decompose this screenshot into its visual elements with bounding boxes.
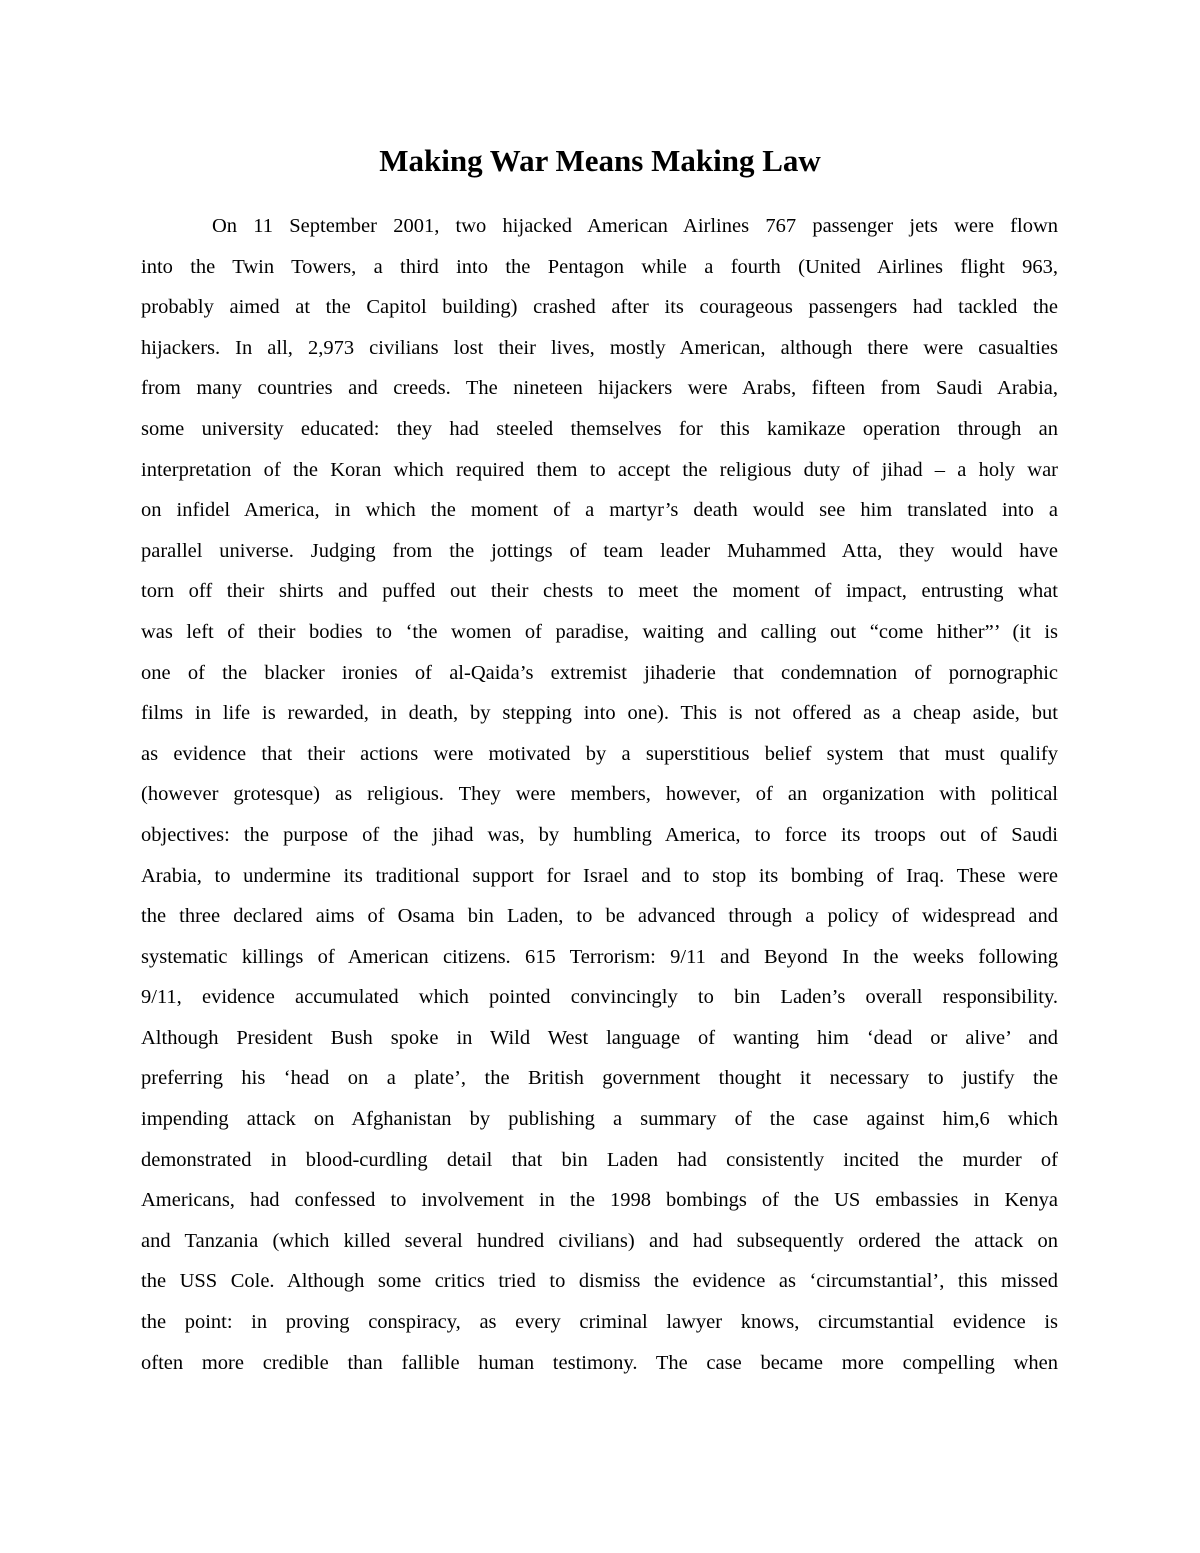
body-line: Americans, had confessed to involvement in the 1998 bombings of the US embassies in Kenya	[141, 1189, 1058, 1212]
body-line: probably aimed at the Capitol building) crashed after its courageous passengers had tackled the	[141, 296, 1058, 319]
body-line: the three declared aims of Osama bin Laden, to be advanced through a policy of widespread and	[141, 905, 1058, 928]
body-line: torn off their shirts and puffed out their chests to meet the moment of impact, entrusting what	[141, 580, 1058, 603]
body-line: demonstrated in blood-curdling detail that bin Laden had consistently incited the murder of	[141, 1148, 1058, 1171]
body-line: some university educated: they had steeled themselves for this kamikaze operation through an	[141, 417, 1058, 440]
body-line: films in life is rewarded, in death, by stepping into one). This is not offered as a cheap aside, but	[141, 702, 1058, 725]
body-line: 9/11, evidence accumulated which pointed convincingly to bin Laden’s overall responsibility.	[141, 986, 1058, 1009]
body-line: hijackers. In all, 2,973 civilians lost their lives, mostly American, although there were casualties	[141, 336, 1058, 359]
body-line: the USS Cole. Although some critics tried to dismiss the evidence as ‘circumstantial’, this missed	[141, 1270, 1058, 1293]
body-line: the point: in proving conspiracy, as every criminal lawyer knows, circumstantial evidence is	[141, 1311, 1058, 1334]
body-line: was left of their bodies to ‘the women of paradise, waiting and calling out “come hither”’ (it is	[141, 620, 1058, 643]
body-line: On 11 September 2001, two hijacked American Airlines 767 passenger jets were flown	[212, 215, 1058, 237]
body-line: Arabia, to undermine its traditional support for Israel and to stop its bombing of Iraq. These were	[141, 864, 1058, 887]
body-line: preferring his ‘head on a plate’, the British government thought it necessary to justify the	[141, 1067, 1058, 1090]
body-line: often more credible than fallible human testimony. The case became more compelling when	[141, 1351, 1058, 1374]
body-line: and Tanzania (which killed several hundred civilians) and had subsequently ordered the attack on	[141, 1229, 1058, 1252]
body-line: on infidel America, in which the moment of a martyr’s death would see him translated into a	[141, 499, 1058, 522]
body-line: into the Twin Towers, a third into the Pentagon while a fourth (United Airlines flight 963,	[141, 255, 1058, 278]
document-title: Making War Means Making Law	[379, 143, 821, 178]
body-line: from many countries and creeds. The nineteen hijackers were Arabs, fifteen from Saudi Arabia,	[141, 377, 1058, 400]
body-line: impending attack on Afghanistan by publishing a summary of the case against him,6 which	[141, 1108, 1058, 1131]
body-line: objectives: the purpose of the jihad was, by humbling America, to force its troops out of Saudi	[141, 823, 1058, 846]
body-line: systematic killings of American citizens. 615 Terrorism: 9/11 and Beyond In the weeks following	[141, 945, 1058, 968]
body-line: interpretation of the Koran which required them to accept the religious duty of jihad – a holy war	[141, 458, 1058, 481]
document-body	[0, 206, 1200, 1383]
body-line: parallel universe. Judging from the jottings of team leader Muhammed Atta, they would have	[141, 539, 1058, 562]
body-line: (however grotesque) as religious. They were members, however, of an organization with political	[141, 783, 1058, 806]
body-line: one of the blacker ironies of al-Qaida’s extremist jihaderie that condemnation of pornographic	[141, 661, 1058, 684]
body-line: Although President Bush spoke in Wild West language of wanting him ‘dead or alive’ and	[141, 1026, 1058, 1049]
body-line: as evidence that their actions were motivated by a superstitious belief system that must qualify	[141, 742, 1058, 765]
